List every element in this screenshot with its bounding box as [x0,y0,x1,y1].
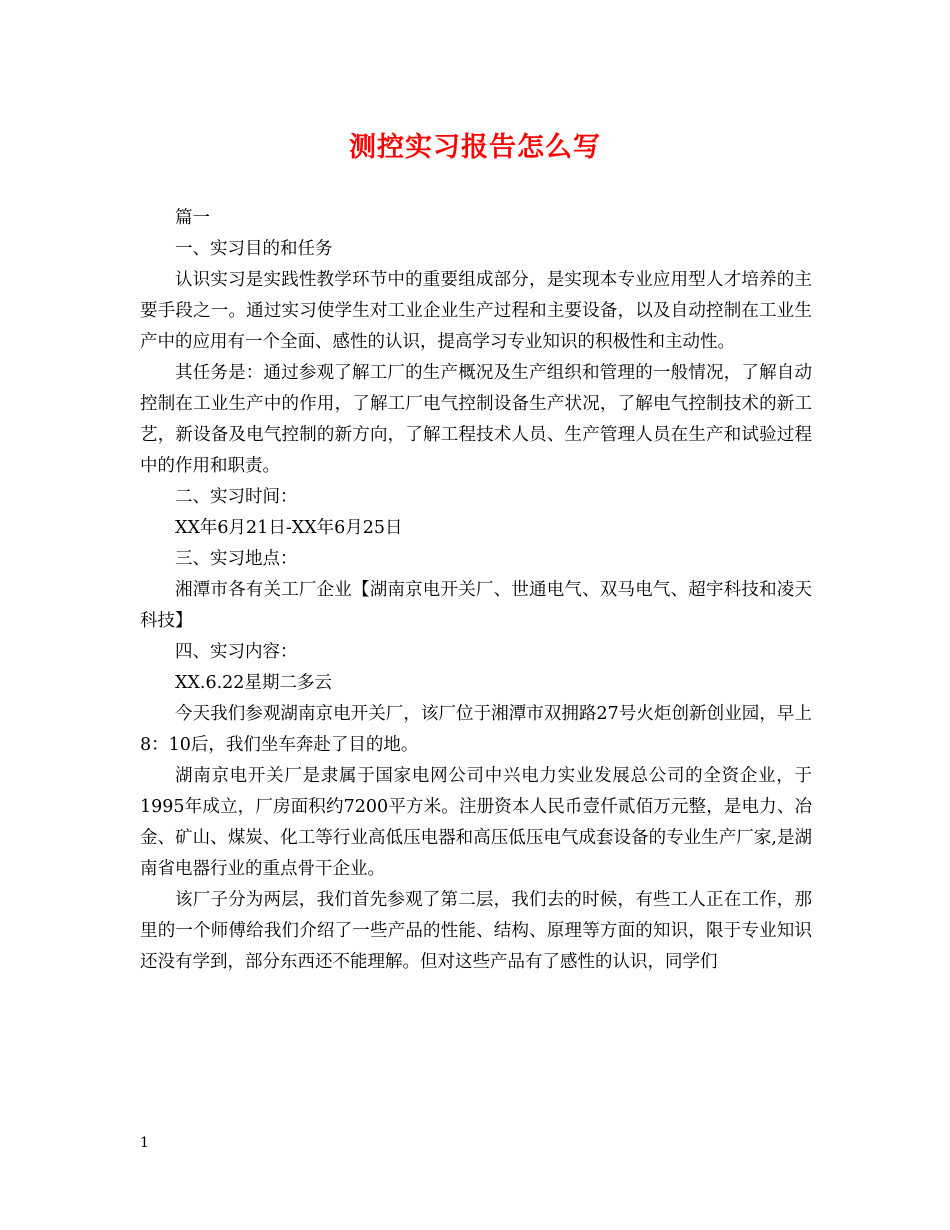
section-label: 篇一 [175,208,210,228]
paragraph-visit: 今天我们参观湖南京电开关厂，该厂位于湘潭市双拥路27号火炬创新创业园，早上8：10后，我们坐车奔赴了目的地。 [140,704,812,755]
paragraph-time: XX年6月21日-XX年6月25日 [175,518,403,538]
heading-purpose: 一、实习目的和任务 [175,239,333,259]
document-body [140,203,812,978]
document-title: 测控实习报告怎么写 [349,132,601,163]
paragraph-date: XX.6.22星期二多云 [175,673,332,693]
paragraph-task: 其任务是：通过参观了解工厂的生产概况及生产组织和管理的一般情况，了解自动控制在工业生产中的作用，了解工厂电气控制设备生产状况，了解电气控制技术的新工艺，新设备及电气控制的新方向，了解工程技术人员、生产管理人员在生产和试验过程中的作用和职责。 [140,363,812,476]
heading-time: 二、实习时间： [175,487,298,507]
heading-content: 四、实习内容： [175,642,298,662]
page-number: 1 [140,1135,149,1151]
heading-location: 三、实习地点： [175,549,298,569]
paragraph-company: 湖南京电开关厂是隶属于国家电网公司中兴电力实业发展总公司的全资企业，于1995年成立，厂房面积约7200平方米。注册资本人民币壹仟贰佰万元整，是电力、冶金、矿山、煤炭、化工等行业高低压电器和高压低压电气成套设备的专业生产厂家,是湖南省电器行业的重点骨干企业。 [140,766,812,879]
paragraph-purpose: 认识实习是实践性教学环节中的重要组成部分，是实现本专业应用型人才培养的主要手段之一。通过实习使学生对工业企业生产过程和主要设备，以及自动控制在工业生产中的应用有一个全面、感性的认识，提高学习专业知识的积极性和主动性。 [140,270,812,352]
paragraph-location: 湘潭市各有关工厂企业【湖南京电开关厂、世通电气、双马电气、超宇科技和凌天科技】 [140,580,812,631]
paragraph-factory: 该厂子分为两层，我们首先参观了第二层，我们去的时候，有些工人正在工作，那里的一个师傅给我们介绍了一些产品的性能、结构、原理等方面的知识，限于专业知识还没有学到，部分东西还不能理解。但对这些产品有了感性的认识，同学们 [140,890,812,972]
